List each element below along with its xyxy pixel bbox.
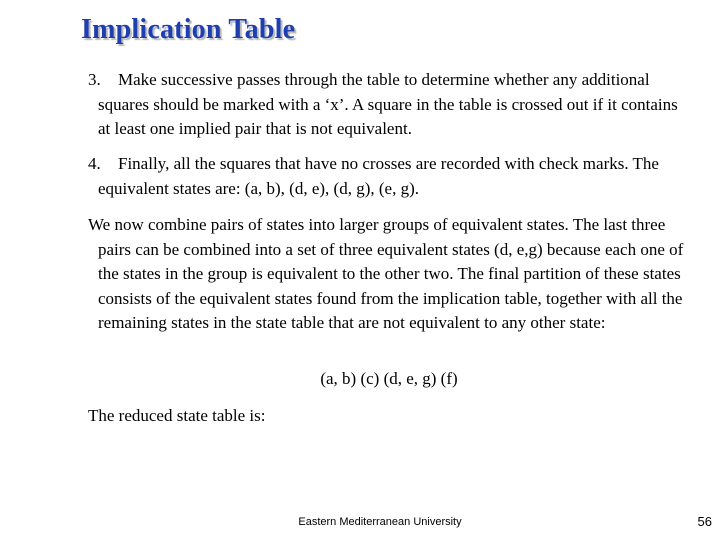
reduced-table-label: The reduced state table is: [88, 406, 266, 425]
page-number: 56 [697, 514, 712, 529]
footer-institution: Eastern Mediterranean University [298, 516, 462, 528]
step-3-text: Make successive passes through the table to determine whether any additional squares should be marked with a ‘x’. A square in the table is crossed out if it contains at least one implied pair that is not equivalent. [98, 70, 678, 138]
step-3-number: 3. [88, 70, 101, 89]
step-4-number: 4. [88, 154, 101, 173]
final-partition: (a, b) (c) (d, e, g) (f) [320, 369, 458, 388]
step-4-text: Finally, all the squares that have no crosses are recorded with check marks. The equivalent states are: (a, b), (d, e), (d, g), (e, g). [98, 154, 659, 198]
slide-title: Implication Table [81, 14, 296, 45]
step-4-paragraph [88, 152, 688, 201]
combine-paragraph: We now combine pairs of states into larger groups of equivalent states. The last three pairs can be combined into a set of three equivalent states (d, e,g) because each one of the states in the group is equivalent to the other two. The final partition of these states consists of the equivalent states found from the implication table, together with all the remaining states in the state table that are not equivalent to any other state: [88, 215, 684, 332]
step-3-paragraph [88, 68, 688, 142]
